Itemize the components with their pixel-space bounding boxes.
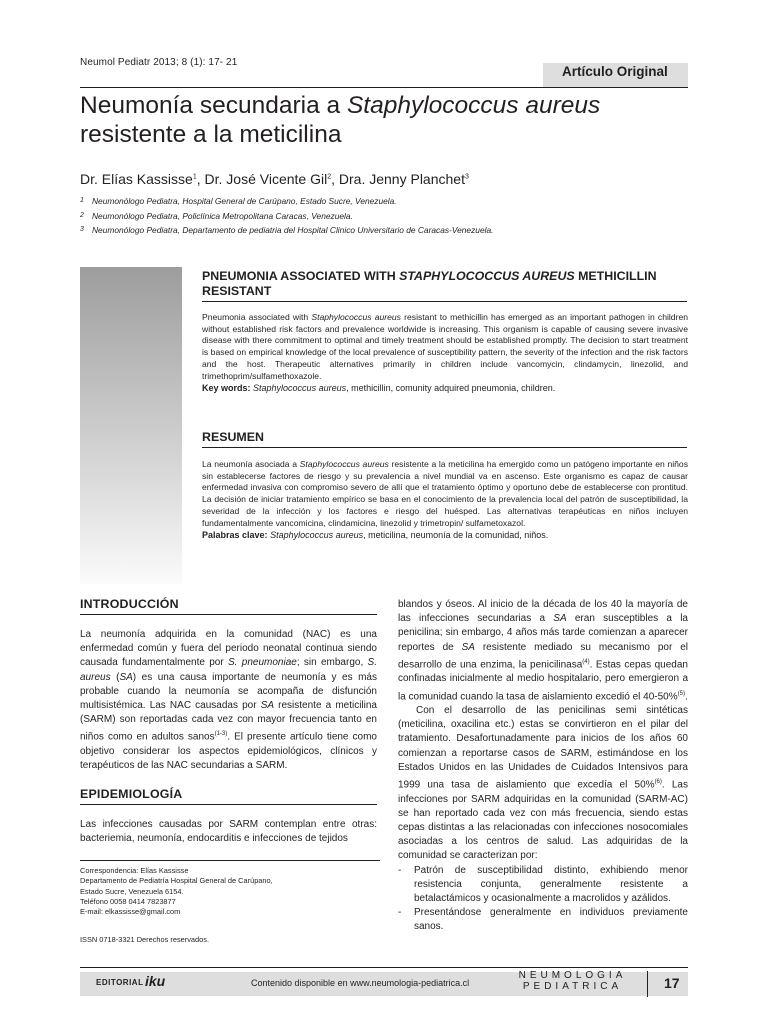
journal-name-line: NEUMOLOGIA [518, 970, 627, 981]
text-run: La neumonía adquirida en la comunidad (NAC) es una enfermedad común y fuera del periodo neonatal continua siendo causada fundamentalmente por [80, 629, 377, 669]
list-dash: - [398, 864, 402, 876]
text-run: ( [110, 671, 120, 683]
author-name: Dr. José Vicente Gil [204, 171, 328, 187]
keywords-label: Key words: [202, 383, 251, 394]
correspondence-footnote [80, 866, 380, 917]
keyword-species: Staphylococcus aureus [270, 530, 364, 541]
heading-part: PNEUMONIA ASSOCIATED WITH [202, 269, 400, 283]
text-run: . [684, 690, 688, 702]
epidemiologia-heading: EPIDEMIOLOGÍA [80, 787, 183, 801]
text-run: . Estas cepas quedan confinadas inicialmente al medio hospitalario, pero emergieron a la comunidad cuando la tasa de aislamiento excedió el 40-50% [398, 659, 688, 702]
title-part: Neumonía secundaria a [80, 92, 347, 119]
text-run: resistant to methicillin has emerged as an important pathogen in children without established risk factors and prevalence worldwide is increasing. This organism is capable of causing severe invasive disease with there commitment to optimal and timely treatment should be established promptly. The decision to start treatment is based on empirical knowledge of the local prevalence of susceptibility pattern, the severity of the infection and the risk factors and the host. Therapeutic alternatives primarily in children include vancomycin, clindamycin, linezolid, and trimethoprim/sulfamethoxazole. [202, 312, 689, 381]
list-item [398, 864, 688, 907]
affiliation-list [80, 194, 700, 238]
author-name: Dr. Elías Kassisse [80, 171, 193, 187]
availability-text: Contenido disponible en [251, 978, 351, 988]
author-name: Dra. Jenny Planchet [338, 171, 465, 187]
text-run: La neumonía asociada a [202, 459, 300, 469]
resumen-divider [202, 447, 687, 448]
journal-name-line: PEDIATRICA [522, 981, 623, 992]
text-abbrev: SA [553, 613, 567, 625]
affiliation-item [80, 194, 700, 209]
text-run: . El presente artículo tiene como objetivo considerar los aspectos epidemiológicos, clínicos y terapéuticos de las NAC secundarias a SARM. [80, 731, 377, 772]
text-abbrev: SA [119, 671, 133, 683]
text-run: Con el desarrollo de las penicilinas semi sintéticas (meticilina, oxacilina etc.) estas se convirtieron en el pilar del tratamiento. Desafortunadamente para inicios de los años 60 comienzan a reportarse casos de SARM, estimándose en los Estados Unidos en las Unidades de Cuidados Intensivos para 1999 una tasa de aislamiento que excedía el 50% [398, 705, 688, 791]
text-run: resistente a meticilina (SARM) son reportadas cada vez con mayor frecuencia tanto en niños como en adultos sanos [80, 700, 377, 743]
footnote-line: Departamento de Pediatría Hospital General de Carúpano, [80, 876, 273, 886]
abstract-divider [202, 301, 687, 302]
journal-reference: Neumol Pediatr 2013; 8 (1): 17- 21 [80, 57, 238, 68]
abstract-paragraph [202, 312, 688, 382]
article-title [80, 91, 680, 149]
footer-divider [80, 967, 688, 968]
text-run: Pneumonia associated with [202, 312, 312, 322]
epidemiologia-paragraph: Las infecciones causadas por SARM contemplan entre otras: bacteriemia, neumonía, endocarditis e infecciones de tejidos [80, 819, 377, 845]
text-run: ) es una causa importante de neumonía y es más probable cuando la neumonía se acompaña de disfunción multisistémica. Las NAC causadas por [80, 671, 377, 712]
decorative-gradient-bar [80, 267, 182, 584]
right-column-body [398, 598, 688, 935]
citation-ref: (4) [582, 658, 590, 665]
title-part: resistente a la meticilina [80, 121, 342, 148]
footnote-email: E-mail: elkassisse@gmail.com [80, 907, 181, 917]
abstract-body [202, 312, 688, 395]
abstract-heading [202, 269, 682, 299]
availability-note [251, 978, 469, 988]
text-run: eran susceptibles a la penicilina; sin embargo, 4 años más tarde comienzan a aparecer reportes de [398, 613, 688, 653]
affiliation-number: 3 [80, 226, 84, 233]
citation-ref: (6) [654, 779, 662, 786]
affiliation-number: 1 [80, 197, 84, 204]
introduccion-heading: INTRODUCCIÓN [80, 597, 179, 611]
introduccion-body [80, 628, 377, 773]
affiliation-text: Neumonólogo Pediatra, Policlínica Metropolitana Caracas, Venezuela. [92, 210, 353, 221]
affiliation-text: Neumonólogo Pediatra, Hospital General de Carúpano, Estado Sucre, Venezuela. [92, 196, 397, 206]
text-abbrev: SA [260, 700, 275, 712]
text-run: . Las infecciones por SARM adquiridas en la comunidad (SARM-AC) se han reportado cada vez con más frecuencia, siendo estas cepas distintas a las relacionadas con infecciones nosocomiales asociadas a los centros de salud. Las adquiridas de la comunidad se caracterizan por: [398, 779, 688, 862]
issn-line: ISSN 0718-3321 Derechos reservados. [80, 935, 209, 944]
body-paragraph [398, 704, 688, 864]
page-number: 17 [664, 975, 680, 991]
text-species: S. aureus [80, 657, 377, 683]
text-run: ; sin embargo, [296, 657, 368, 669]
header-divider [80, 87, 688, 88]
footnote-divider [80, 860, 380, 861]
text-abbrev: SA [461, 641, 475, 653]
keywords-text: , meticilina, neumonía de la comunidad, niños. [363, 530, 549, 541]
publisher-label: EDITORIAL [96, 978, 144, 987]
text-run: resistente a la meticilina ha emergido como un patógeno importante en niños sin establecerse factores de riesgo y su prevalencia a nivel mundial va en ascenso. Este organismo es capaz de causar enfermedad invasiva con compromiso severo de allí que el tratamiento óptimo y oportuno debe de establecerse con prontitud. La decisión de iniciar tratamiento empírico se basa en el conocimiento de la prevalencia local del patrón de susceptibilidad, la severidad de la infección y los factores e riesgo del huésped. Las alternativas terapéuticas en niños incluyen fundamentalmente vancomicina, clindamicina, linezolid y trimetropin/ sulfametoxazol. [202, 459, 688, 528]
journal-name [505, 970, 640, 992]
affiliation-text: Neumonólogo Pediatra, Departamento de pediatria del Hospital Clinico Universitario de Caracas-Venezuela. [92, 225, 494, 235]
resumen-heading: RESUMEN [202, 430, 264, 444]
affiliation-item [80, 209, 700, 224]
resumen-body [202, 459, 688, 542]
text-run: resistente mediado su mecanismo por el desarrollo de una enzima, la penicilinasa [398, 641, 688, 671]
keywords-label: Palabras clave: [202, 530, 268, 541]
abstract-keywords [202, 383, 688, 395]
list-dash: - [398, 907, 402, 919]
text-species: Staphylococcus aureus [311, 312, 401, 322]
resumen-keywords [202, 530, 688, 542]
article-type-label: Artículo Original [562, 64, 668, 79]
text-species: S. pneumoniae [228, 657, 297, 669]
introduccion-divider [80, 614, 377, 615]
author-affiliation-mark: 1 [192, 173, 197, 181]
citation-ref: (1-3) [214, 731, 228, 738]
author-affiliation-mark: 2 [327, 173, 332, 181]
heading-part: METHICILLIN RESISTANT [202, 269, 657, 298]
resumen-paragraph [202, 459, 688, 529]
keywords-text: , methicillin, comunity adquired pneumonia, children. [346, 383, 556, 394]
affiliation-item [80, 223, 700, 238]
affiliation-number: 2 [80, 211, 84, 219]
body-paragraph [398, 598, 688, 704]
footnote-line: Teléfono 0058 0414 7823877 [80, 896, 176, 906]
author-list: Dr. Elías Kassisse$^1$, Dr. José Vicente Gil$^2$, Dra. Jenny Planchet$^3$ [80, 171, 469, 187]
journal-website-link[interactable]: www.neumologia-pediatrica.cl [350, 978, 470, 988]
epidemiologia-body [80, 818, 377, 846]
author-affiliation-mark: 3 [464, 173, 469, 181]
publisher-logo: iku [145, 973, 166, 989]
list-item-text: Presentándose generalmente en individuos previamente sanos. [414, 907, 688, 933]
list-item [398, 906, 688, 934]
footer-separator [647, 971, 648, 997]
title-species: Staphylococcus aureus [346, 92, 601, 119]
epidemiologia-divider [80, 804, 377, 805]
introduccion-paragraph [80, 628, 377, 773]
heading-species: STAPHYLOCOCCUS AUREUS [399, 269, 575, 283]
text-species: Staphylococcus aureus [299, 459, 389, 469]
citation-ref: (5) [677, 690, 685, 697]
footnote-line: Estado Sucre, Venezuela 6154. [80, 886, 184, 896]
list-item-text: Patrón de susceptibilidad distinto, exhibiendo menor resistencia conjunta, generalmente resistente a betalactámicos y ocasionalmente a macrolidos y azálidos. [414, 864, 688, 905]
footnote-line: Correspondencia: Elías Kassisse [80, 866, 189, 875]
text-run: blandos y óseos. Al inicio de la década de los 40 la mayoría de las infecciones secundarias a [398, 599, 688, 625]
keyword-species: Staphylococcus aureus [253, 383, 347, 394]
